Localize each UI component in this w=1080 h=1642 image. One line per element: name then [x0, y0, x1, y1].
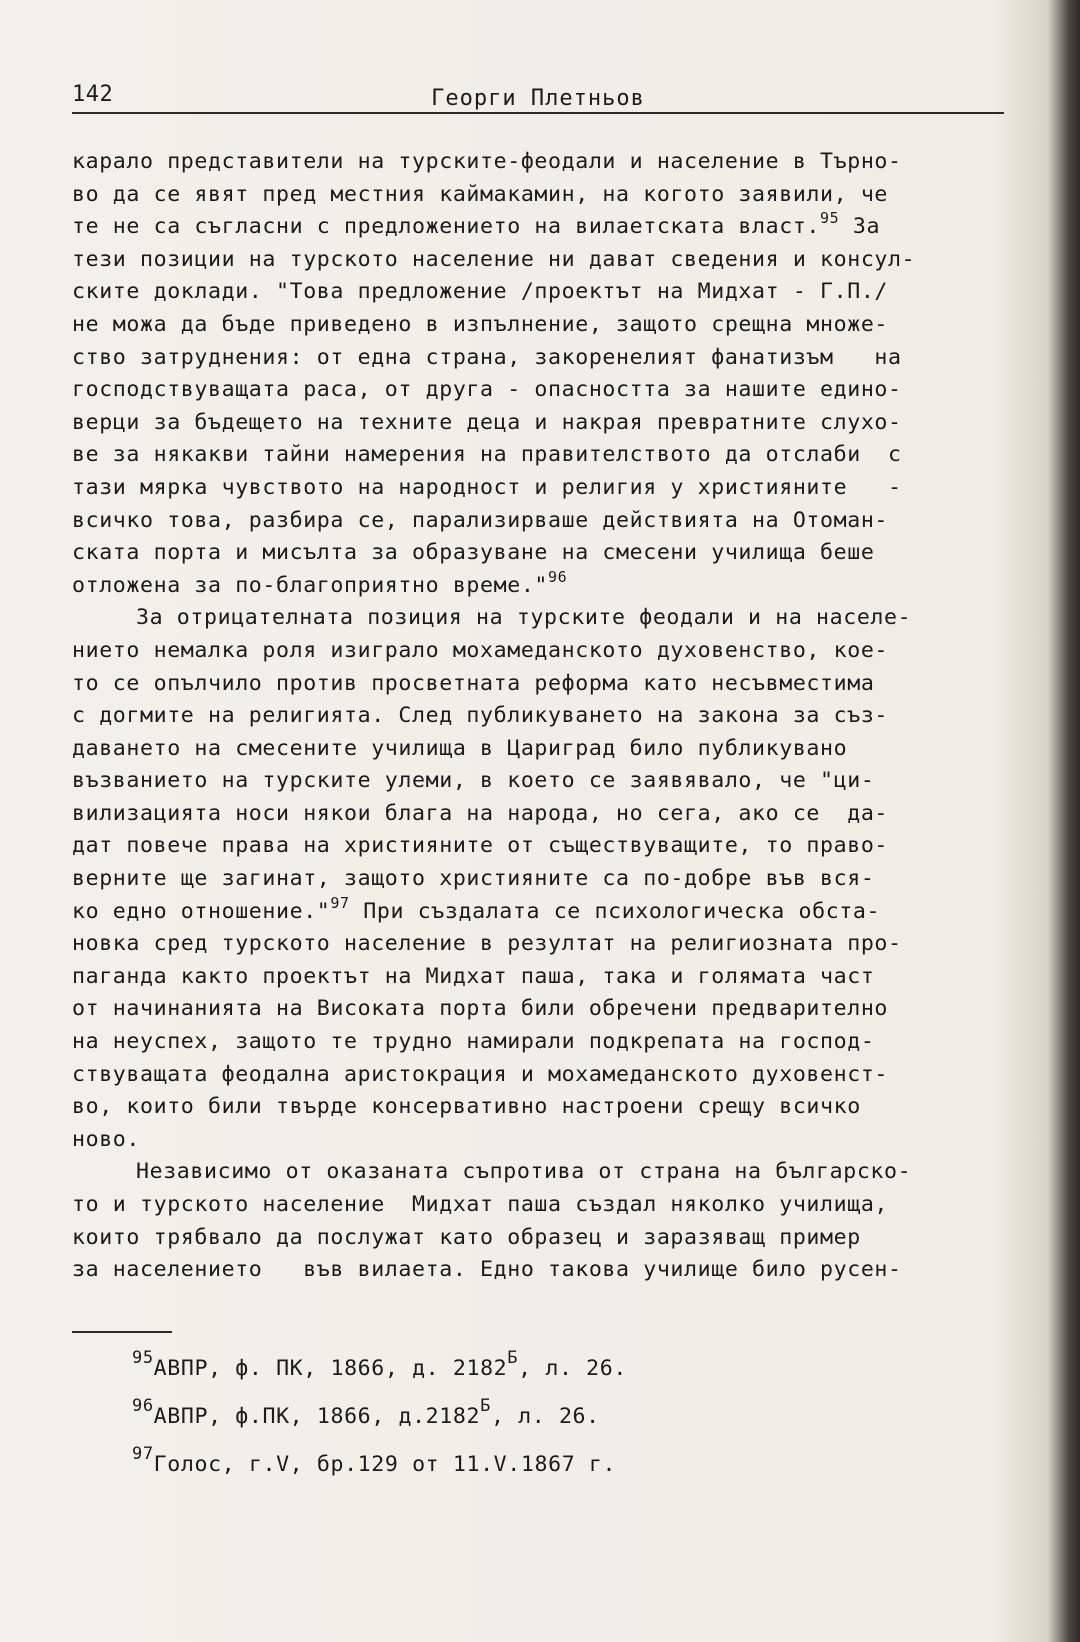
text-line: во да се явят пред местния каймакамин, на когото заявили, че — [72, 181, 889, 207]
text-line: с догмите на религията. След публикуването на закона за съз- — [72, 703, 889, 729]
text-run: При създалата се психологическа обста- — [349, 898, 881, 924]
text-line: на неуспех, защото те трудно намирали подкрепата на господ- — [72, 1029, 875, 1055]
footnote-tail: , л. 26. — [518, 1356, 627, 1381]
text-line: за населението във вилаета. Едно такова училище било русен- — [72, 1257, 902, 1283]
text-line — [72, 567, 1032, 603]
running-title: Георги Плетньов — [431, 86, 645, 111]
footnote-text: АВПР, ф.ПК, 1866, д.2182 — [153, 1404, 481, 1429]
text-line — [72, 893, 1032, 929]
text-line: нието немалка роля изиграло мохамеданското духовенство, кое- — [72, 637, 889, 663]
text-line: верните ще загинат, защото християните са по-добре във вся- — [72, 866, 875, 892]
text-run: За — [839, 214, 881, 240]
text-line: тези позиции на турското население ни дават сведения и консул- — [72, 246, 916, 272]
header-rule — [72, 112, 1004, 114]
text-line: ската порта и мисълта за образуване на смесени училища беше — [72, 540, 875, 566]
text-line: новка сред турското население в резултат на религиозната про- — [72, 931, 902, 957]
text-line: които трябвало да послужат като образец и заразяващ пример — [72, 1224, 861, 1250]
text-line: карало представители на турските-феодали и население в Търно- — [72, 149, 902, 174]
page-header — [72, 82, 1004, 116]
page-number: 142 — [72, 82, 114, 107]
footnote-text: Голос, г.V, бр.129 от 11.V.1867 г. — [153, 1452, 617, 1477]
text-line: во, които били твърде консервативно настроени срещу всичко — [72, 1094, 861, 1120]
text-run: отложена за по-благоприятно време." — [72, 572, 549, 598]
text-line: ствуващата феодална аристокрация и мохамеданското духовенст- — [72, 1061, 889, 1087]
footnote-ref[interactable]: 97 — [330, 893, 350, 912]
text-line: от начинанията на Високата порта били обречени предварително — [72, 996, 889, 1022]
footnotes — [132, 1345, 832, 1489]
text-line: даването на смесените училища в Цариград било публикувано — [72, 735, 848, 761]
text-line: верци за бъдещето на техните деца и накрая превратните слухо- — [72, 409, 902, 435]
text-line: дат повече права на християните от съществуващите, то право- — [72, 833, 889, 859]
footnote-ref[interactable]: 95 — [820, 209, 840, 228]
body-text — [72, 146, 1032, 1287]
text-line: господствуващата раса, от друга - опасността за нашите едино- — [72, 377, 902, 403]
text-run: ко едно отношение." — [72, 898, 331, 924]
text-line: ските доклади. "Това предложение /проектът на Мидхат - Г.П./ — [72, 279, 889, 305]
text-run: те не са съгласни с предложението на вилаетската власт. — [72, 214, 821, 240]
text-line: всичко това, разбира се, парализирваше действията на Отоман- — [72, 507, 889, 533]
footnote — [132, 1345, 832, 1393]
text-line: не можа да бъде приведено в изпълнение, защото срещна множе- — [72, 311, 889, 337]
footnote-text: АВПР, ф. ПК, 1866, д. 2182 — [153, 1356, 508, 1381]
text-line: възванието на турските улеми, в което се заявявало, че "ци- — [72, 768, 875, 794]
text-line: паганда както проектът на Мидхат паша, така и голямата част — [72, 963, 875, 989]
text-line: ство затруднения: от една страна, закоренелият фанатизъм на — [72, 344, 902, 370]
text-line: тази мярка чувството на народност и религия у християните - — [72, 474, 902, 500]
footnote-number: 96 — [132, 1396, 154, 1416]
text-line: ве за някакви тайни намерения на правителството да отслаби с — [72, 442, 902, 468]
footnote-superscript: Б — [480, 1396, 491, 1416]
footnote-superscript: Б — [507, 1348, 519, 1368]
text-line: За отрицателната позиция на турските феодали и на населе- — [136, 605, 912, 631]
footnote — [132, 1441, 832, 1489]
footnote — [132, 1393, 832, 1441]
text-line: ново. — [72, 1126, 141, 1152]
text-line: Независимо от оказаната съпротива от страна на българско- — [136, 1159, 912, 1185]
footnote-number: 97 — [132, 1444, 154, 1464]
footnote-ref[interactable]: 96 — [548, 567, 568, 586]
text-line: вилизацията носи някои блага на народа, но сега, ако се да- — [72, 800, 889, 826]
footnote-rule — [72, 1331, 172, 1333]
text-line: то и турското население Мидхат паша създал няколко училища, — [72, 1192, 889, 1217]
text-line: то се опълчило против просветната реформа като несъвместима — [72, 670, 875, 696]
footnote-tail: , л. 26. — [490, 1404, 600, 1429]
footnote-number: 95 — [132, 1348, 154, 1368]
text-line — [72, 211, 1032, 244]
